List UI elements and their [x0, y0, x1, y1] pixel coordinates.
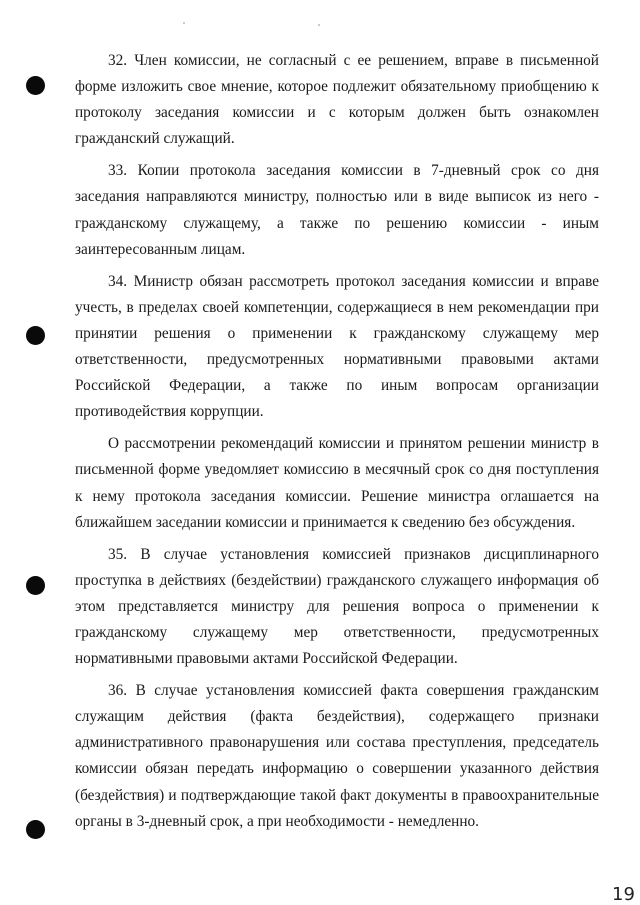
scan-speck [183, 22, 185, 24]
scan-speck [318, 24, 320, 26]
punch-hole [26, 576, 45, 595]
punch-hole [26, 326, 45, 345]
document-body [75, 48, 599, 835]
paragraph-33: 33. Копии протокола заседания комиссии в 7-дневный срок со дня заседания направляются министру, полностью или в виде выписок из него - гражданскому служащему, а также по решению комиссии - иным заинтересованным лицам. [75, 162, 599, 258]
paragraph-34-continued: О рассмотрении рекомендаций комиссии и принятом решении министр в письменной форме уведомляет комиссию в месячный срок со дня поступления к нему протокола заседания комиссии. Решение министра оглашается на ближайшем заседании комиссии и принимается к сведению без обсуждения. [75, 435, 599, 531]
punch-hole [26, 820, 45, 839]
punch-hole [26, 76, 45, 95]
paragraph-34: 34. Министр обязан рассмотреть протокол заседания комиссии и вправе учесть, в пределах своей компетенции, содержащиеся в нем рекомендации при принятии решения о применении к гражданскому служащему мер ответственности, предусмотренных нормативными правовыми актами Российской Федерации, а также по иным вопросам организации противодействия коррупции. [75, 272, 599, 421]
page-number: 19 [612, 884, 635, 905]
paragraph-35: 35. В случае установления комиссией признаков дисциплинарного проступка в действиях (бездействии) гражданского служащего информация об этом представляется министру для решения вопроса о применении к гражданскому служащему мер ответственности, предусмотренных нормативными правовыми актами Российской Федерации. [75, 545, 599, 668]
paragraph-36: 36. В случае установления комиссией факта совершения гражданским служащим действия (факта бездействия), содержащего признаки административного правонарушения или состава преступления, председатель комиссии обязан передать информацию о совершении указанного действия (бездействия) и подтверждающие такой факт документы в правоохранительные органы в 3-дневный срок, а при необходимости - немедленно. [75, 682, 599, 830]
paragraph-32: 32. Член комиссии, не согласный с ее решением, вправе в письменной форме изложить свое мнение, которое подлежит обязательному приобщению к протоколу заседания комиссии и с которым должен быть ознакомлен гражданский служащий. [75, 52, 599, 148]
